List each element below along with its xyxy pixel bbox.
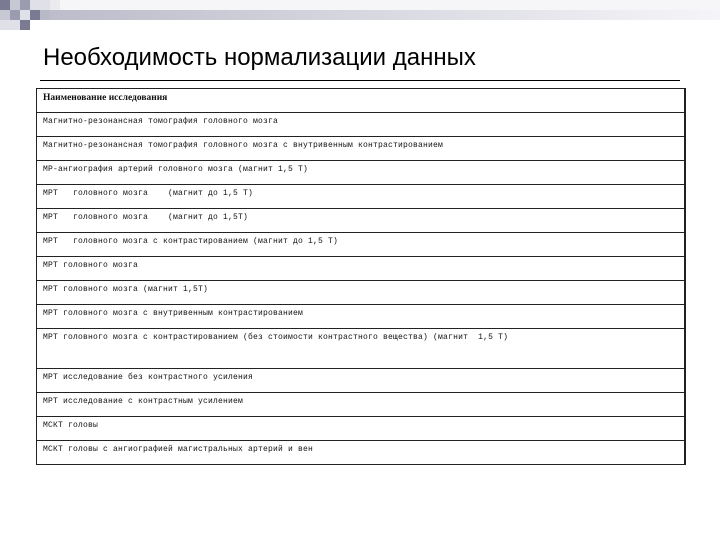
title-underline: [40, 80, 680, 81]
table-cell: МРТ головного мозга с внутривенным контрастированием: [37, 305, 686, 329]
studies-table: [36, 88, 686, 465]
table-cell: МРТ головного мозга: [37, 257, 686, 281]
table-cell: Магнитно-резонансная томография головного мозга с внутривенным контрастированием: [37, 137, 686, 161]
table-row: [37, 329, 686, 369]
table-cell: МРТ головного мозга с контрастированием (магнит до 1,5 Т): [37, 233, 686, 257]
table-cell: МРТ головного мозга с контрастированием (без стоимости контрастного вещества) (магнит 1,5 Т): [37, 329, 686, 369]
table-cell: МСКТ головы с ангиографией магистральных артерий и вен: [37, 441, 686, 465]
table-row: [37, 257, 686, 281]
table-row: [37, 209, 686, 233]
table-cell: МРТ головного мозга (магнит 1,5Т): [37, 281, 686, 305]
table-cell: Магнитно-резонансная томография головного мозга: [37, 113, 686, 137]
table-cell: МРТ исследование без контрастного усиления: [37, 369, 686, 393]
slide-title: Необходимость нормализации данных: [43, 44, 476, 71]
table-row: [37, 113, 686, 137]
table-row: [37, 417, 686, 441]
table-row: [37, 233, 686, 257]
table-row: [37, 137, 686, 161]
table-header-cell: Наименование исследования: [37, 89, 686, 113]
table-row: [37, 161, 686, 185]
table-row: [37, 281, 686, 305]
table-cell: МРТ исследование с контрастным усилением: [37, 393, 686, 417]
table-row: [37, 393, 686, 417]
table-row: [37, 441, 686, 465]
table-row: [37, 185, 686, 209]
decorative-squares: [0, 0, 720, 40]
table-cell: МРТ головного мозга (магнит до 1,5Т): [37, 209, 686, 233]
table-header-row: [37, 89, 686, 113]
table-row: [37, 369, 686, 393]
table-cell: МРТ головного мозга (магнит до 1,5 Т): [37, 185, 686, 209]
table-cell: МСКТ головы: [37, 417, 686, 441]
table-row: [37, 305, 686, 329]
table-cell: МР-ангиография артерий головного мозга (магнит 1,5 Т): [37, 161, 686, 185]
